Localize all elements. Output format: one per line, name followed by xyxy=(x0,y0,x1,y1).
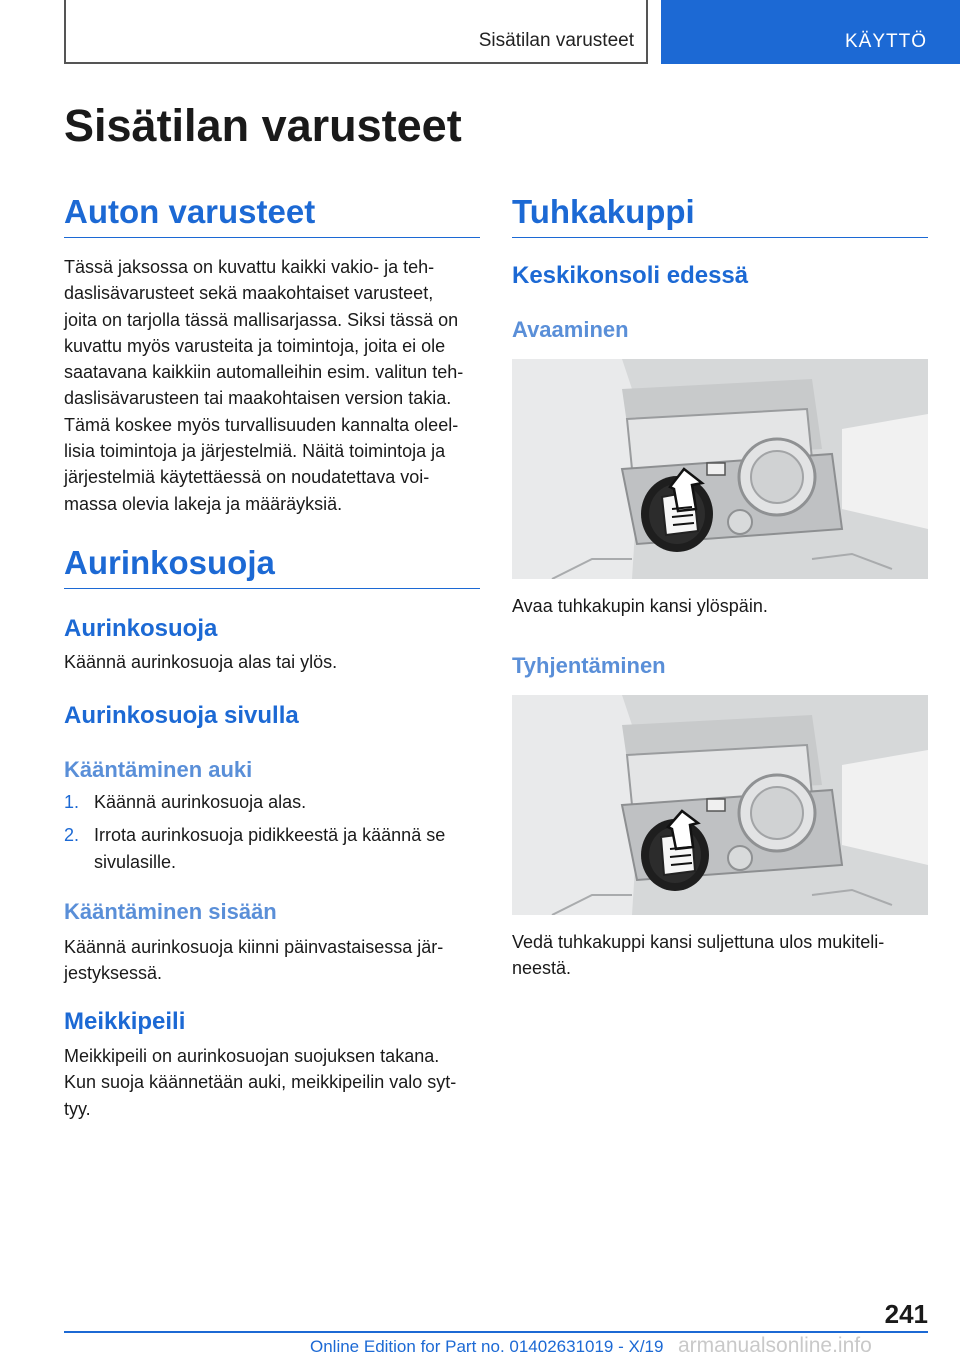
steps-list xyxy=(64,789,480,882)
paragraph-meikkipeili: Meikkipeili on aurinkosuojan suojuksen takana. Kun suoja käännetään auki, meikkipeilin valo syt- tyy. xyxy=(64,1046,457,1119)
paragraph-kaantaminen-sisaan: Käännä aurinkosuoja kiinni päinvastaisessa jär- jestyksessä. xyxy=(64,937,444,984)
paragraph-auton-varusteet: Tässä jaksossa on kuvattu kaikki vakio- ja teh- daslisävarusteet sekä maakohtaiset varusteet, joita on tarjolla tässä mallisarjassa. Siksi tässä on kuvattu myös varusteita ja toimintoja, joita ei ole saatavana kaikkiin automalleihin esim. valitun teh- daslisävarusteen tai maakohtaisen version takia. Tämä koskee myös turvallisuuden kannalta oleel- lisia toimintoja ja järjestelmiä. Näitä toimintoja ja järjestelmiä käytettäessä on noudatettava voi- massa olevia lakeja ja määräyksiä. xyxy=(64,257,464,514)
subheading-aurinkosuoja: Aurinkosuoja xyxy=(64,615,218,642)
step-text: Irrota aurinkosuoja pidikkeestä ja käännä se sivulasille. xyxy=(94,825,446,872)
heading-auton-varusteet: Auton varusteet xyxy=(64,193,480,238)
footer-watermark: armanualsonline.info xyxy=(678,1334,872,1357)
subheading-tyhjentaminen: Tyhjentäminen xyxy=(512,653,666,678)
caption-avaaminen: Avaa tuhkakupin kansi ylöspäin. xyxy=(512,596,768,616)
ashtray-empty-illustration xyxy=(512,695,928,915)
step-text: Käännä aurinkosuoja alas. xyxy=(94,792,307,812)
subheading-keskikonsoli-edessa: Keskikonsoli edessä xyxy=(512,262,749,289)
header-section-title: Sisätilan varusteet xyxy=(478,30,634,51)
list-item xyxy=(64,789,480,815)
page-title: Sisätilan varusteet xyxy=(64,100,462,151)
footer-edition: Online Edition for Part no. 01402631019 - X/19 xyxy=(310,1337,664,1356)
list-item xyxy=(64,822,480,875)
header-tab-kaytto xyxy=(661,0,960,64)
caption-tyhjentaminen: Vedä tuhkakuppi kansi suljettuna ulos mukiteli- neestä. xyxy=(512,932,885,979)
ashtray-open-illustration xyxy=(512,359,928,579)
subheading-aurinkosuoja-sivulla: Aurinkosuoja sivulla xyxy=(64,702,299,729)
heading-tuhkakuppi: Tuhkakuppi xyxy=(512,193,928,238)
step-number: 2. xyxy=(64,825,80,846)
header-section-box xyxy=(64,0,648,64)
subheading-avaaminen: Avaaminen xyxy=(512,317,629,342)
header-tab-label: KÄYTTÖ xyxy=(844,31,927,52)
heading-aurinkosuoja: Aurinkosuoja xyxy=(64,544,480,589)
subheading-meikkipeili: Meikkipeili xyxy=(64,1008,186,1035)
subheading-kaantaminen-sisaan: Kääntäminen sisään xyxy=(64,899,277,924)
footer-divider xyxy=(64,1331,928,1333)
step-number: 1. xyxy=(64,792,80,812)
paragraph-aurinkosuoja: Käännä aurinkosuoja alas tai ylös. xyxy=(64,652,338,672)
subheading-kaantaminen-auki: Kääntäminen auki xyxy=(64,757,253,782)
page-number: 241 xyxy=(884,1299,928,1329)
